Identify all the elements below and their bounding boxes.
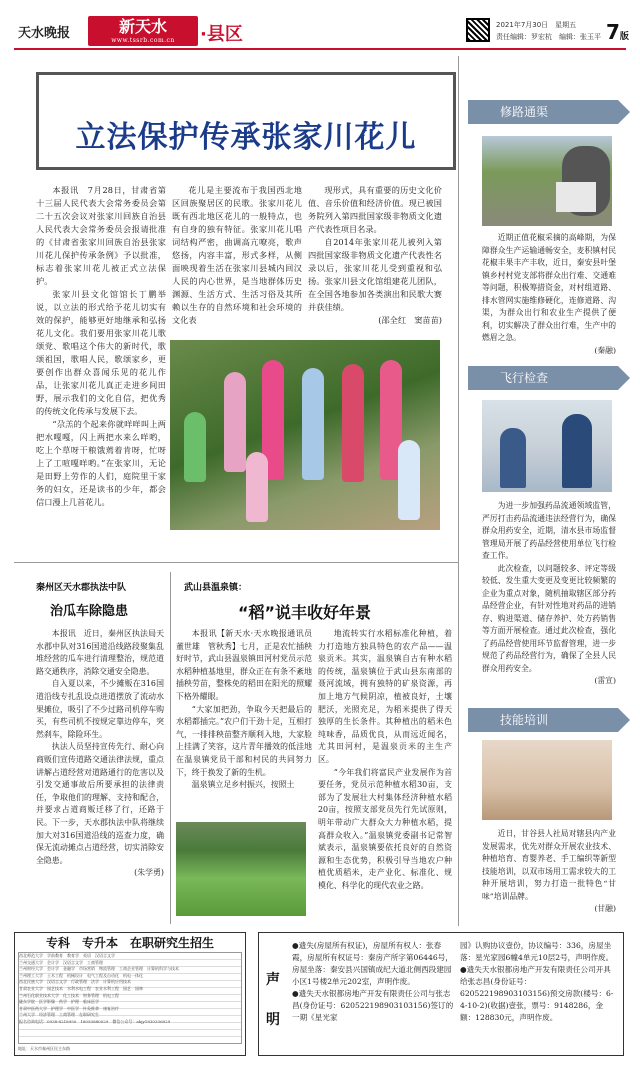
paragraph: 本报讯 近日，秦州区执法局天水郡中队对316国道沿线路段聚集乱堆经营的瓜车进行清理整治，规范道路交通秩序，消除交通安全隐患。 xyxy=(36,629,164,676)
figure xyxy=(398,440,420,520)
notice-item: ●遗失天水银都房地产开发有限责任公司开具给张志昌(身份证号：620522198903103156)预交房款(楼号：6-4-10-2)(收据)壹张，票号：9148286，金额：128830元，声明作废。 xyxy=(460,965,614,1022)
main-column-2 xyxy=(172,184,302,327)
paragraph: 自入夏以来，不少摊贩在316国道沿线专扎乱设点进道摆放了流动水果摊位，吸引了不少过路司机停车购买，有些司机不按规定靠边停车，突然刹车，除险环生。 xyxy=(36,679,164,739)
rice-field-photo xyxy=(176,822,306,916)
ad-row: 兰州石化职业技术大学 化工技术 财务管理 机电工程 xyxy=(19,992,119,998)
issue-date: 2021年7月30日 星期五 xyxy=(496,21,577,29)
sidebar-head-3: 技能培训 xyxy=(468,708,618,732)
story3-column-2 xyxy=(318,628,452,892)
byline: (秦融) xyxy=(594,345,616,355)
truck xyxy=(556,182,596,212)
paragraph: 现形式，具有重要的历史文化价值、音乐价值和经济价值。现已被国务院列入第四批国家级非物质文化遗产代表性项目名录。 xyxy=(308,185,442,234)
paragraph: “尕羔的个起来你就咩咩叫上两把水嘎嘎，闪上两把水来么咩哟，吃上个草呀干粮饿蔫着肯呀，忙呀上了工喧嘎咩哟。”在张家川，无论是田野上劳作的人们，庭院里干家务的妇女，还是读书的少年，都会信口漫上几首花儿。 xyxy=(36,419,166,507)
main-column-1 xyxy=(36,184,166,509)
figure xyxy=(184,412,206,482)
notice-item: 园》认购协议壹份，协议编号：336，房屋坐落：星光家园6幢4单元10层2号，声明作废。 xyxy=(460,941,614,962)
paragraph: 地流转实行水稻标准化种植，着力打造地方独具特色的农产品——温泉贡米。其实，温泉镇自古有种水稻的传统，温泉镇位于武山县东南部的聂河流域，拥有独特的矿泉资源，再加上地方气候阴凉，植被良好，土壤肥沃，光照充足，为稻米提供了得天独厚的生长条件。其种植出的稻米色纯味香，品质优良，从而远近闻名，尤其田河村，是温泉贡米的主生产区。 xyxy=(318,629,452,764)
ad-row: 西北民族大学 汉语言文学 行政管理 法学 计算机应用技术 xyxy=(19,979,131,985)
sidebar-text-2 xyxy=(482,500,616,688)
headline: 立法保护传承张家川花儿 xyxy=(75,120,417,155)
main-column-3 xyxy=(308,184,442,327)
sidebar-text-3 xyxy=(482,828,616,916)
paragraph: “今年我们将富民产业发展作为首要任务，党员示范种植水稻30亩，支部为了发展壮大村集体经济种植水稻20亩，按照支部党员先行先试原则，明年带动广大群众大力种植水稻，提高群众收入。”温泉镇党委副书记常智斌表示，温泉镇要依托良好的自然资源和生态优势，积极引导当地农户种植优质稻米，走产业化、标准化、规模化、科学化的现代农业之路。 xyxy=(318,767,452,890)
story2-title: 治瓜车除隐患 xyxy=(50,604,129,619)
singers-photo xyxy=(170,340,440,530)
paragraph: 本报讯【新天水·天水晚报通讯员董世雄 管秋秀】七月，正是农忙插秧好时节，武山县温泉镇田河村党员示范水稻种植基地里，群众正在有条不紊地插秧劳苗，整株免的稻田在阳光的照耀下格外耀眼。 xyxy=(176,629,312,701)
paragraph: 为进一步加强药品流通领域监管，严厉打击药品流通违法经营行为，确保群众用药安全，近期，清水县市场监督管理局开展了药品经营使用单位飞行检查工作。 xyxy=(482,501,616,560)
figure xyxy=(246,452,268,522)
byline: (邵全红 窦苗苗) xyxy=(378,315,442,325)
inspection-photo xyxy=(482,400,612,492)
notice-item: ●遗失天水银都房地产开发有限责任公司与张志昌(身份证号：620522198903103156)签订的一期《星光家 xyxy=(292,989,454,1022)
page-suffix: 版 xyxy=(619,32,629,42)
training-photo xyxy=(482,740,612,820)
paragraph: 此次检查，以问题较多、评定等级较低、发生重大变更及变更比较频繁的企业为重点对象，随机抽取辖区部分药品经营企业，有针对性地对药品的进销存、购进渠道、储存养护、处方药销售等方面开展检查。通过此次检查，强化了药品经营使用环节监督管理，进一步规范了药品经营行为，确保了全县人民群众用药安全。 xyxy=(482,563,616,673)
byline: (甘融) xyxy=(594,904,616,913)
logo xyxy=(88,16,198,46)
ad-title: 专科 专升本 在职研究生招生 xyxy=(45,936,214,950)
story-divider xyxy=(170,572,171,924)
ad-row: 报名咨询电话：0938-8218950 18093880029 微信公众号：ahjy1830336029 xyxy=(19,1018,171,1024)
story3-kicker: 武山县温泉镇： xyxy=(184,583,248,593)
header-divider xyxy=(14,48,626,50)
ad-table xyxy=(18,952,242,1044)
paragraph: 温泉镇立足乡村振兴，按照土 xyxy=(191,780,295,790)
ad-row: 兰州财经大学 会计学 金融学 市场营销 物流管理 工商企业管理 计算机科学与技术 xyxy=(19,966,179,972)
paper-name: 天水晚报 xyxy=(18,26,71,41)
section-divider xyxy=(14,562,458,563)
ad-row: 兰州交通大学 会计学 汉语言文学 工商管理 xyxy=(19,959,103,965)
ad-row: 西北师范大学 学前教育 教育学 英语 汉语言文学 xyxy=(19,953,115,958)
figure xyxy=(224,372,246,472)
ad-footer: 地址：天水市秦州区民主东路 xyxy=(18,1046,70,1051)
inspector xyxy=(500,428,526,488)
notice-item: ●遗失(房屋所有权证)，房屋所有权人：张春霞，房屋所有权证号：秦房产所字第06446号，房屋坐落：秦安县兴国镇成纪大道北侧西段建园小区1号楼2单元202室，声明作废。 xyxy=(292,941,453,986)
story3-column-1 xyxy=(176,628,312,792)
sidebar-head-1: 修路通渠 xyxy=(468,100,618,124)
paragraph: 张家川县文化馆馆长丁鹏举说，以立法的形式给予花儿切实有效的保护，能够更好地继承和弘扬花儿文化。我们要用张家川花儿歌颂党、歌唱这个伟大的新时代，歌颂祖国，歌唱人民，歌颂家乡，更要创作出群众喜闻乐见的花儿作品，让张家川花儿真正走进乡间田野，展示我们的文化自信，把优秀的传统文化传承与发展下去。 xyxy=(36,289,166,416)
story2-body xyxy=(36,628,164,880)
ad-row: 兰州大学 经济管理 工商管理 在职研究生 xyxy=(19,1012,99,1018)
qr-code-icon xyxy=(466,18,490,42)
paragraph: 近日，甘谷县人社局对辖县内产业发展需求，优先对群众开展农业技术、种植培育、育婴养老、手工编织等新型技能培训，以双市场用工需求较大的工种开展培训，努力打造一批特色“甘味”培训品牌。 xyxy=(482,829,616,901)
editor-credit: 责任编辑：罗宏杭 编辑：张玉平 xyxy=(496,33,601,41)
notice-right xyxy=(460,940,618,1024)
paragraph: 本报讯 7月28日，甘肃省第十三届人民代表大会常务委员会第二十五次会议对张家川回族自治县人民代表大会常务委员会报请批准的《甘肃省张家川回族自治县张家川花儿保护传承条例》予以批准，标志着张家川花儿被正式立法保护。 xyxy=(36,185,166,286)
ad-row: 甘肃中医药大学 护理学 中医学 针灸推拿 康复治疗 xyxy=(19,1005,119,1011)
sidebar-head-2: 飞行检查 xyxy=(468,366,618,390)
figure xyxy=(302,368,324,480)
ad-row: 兰州理工大学 土木工程 机械设计 电气工程及自动化 机电一体化 xyxy=(19,972,143,978)
paragraph: “大家加把劲，争取今天把最后的水稻都插完。”农户们干劲十足，互相打气，一排排秧苗整齐顺利入地，大家脸上挂满了笑容，这片青年播效的低洼地在温泉镇党员干部和村民的共同努力下，终于换发了新的生机。 xyxy=(176,704,312,777)
column-divider xyxy=(458,56,459,926)
paragraph: 执法人员坚持宣传先行、耐心向商贩们宣传道路交通法律法规，重点讲解占道经营对道路通行的危害以及引发交通事故后所要承担的法律责任，争取他们的理解、支持和配合，并要求占道商贩迁移了行，还路于民。下一步，天水郡执法中队将继续加大对316国道沿线的巡查力度，确保无流动摊点占道经营，切实消除安全隐患。 xyxy=(36,742,164,865)
page-number-value: 7 xyxy=(606,20,620,44)
byline: (雷宣) xyxy=(594,676,616,685)
paragraph: 花儿是主要流布于我国西北地区回族聚居区的民歌。张家川花儿既有西北地区花儿的一般特点，也有自身的独有特征。张家川花儿唱词结构严密，曲调高亢嘹亮，歌声悠扬，内容丰富，形式多样，从侧面映现着生活在张家川县城内回汉人民的内心世界，是当地群体历史渊源、生活方式、生活习俗及其所赖以生存的自然环境和社会环境的文化表 xyxy=(172,185,302,325)
sidebar-text-1 xyxy=(482,232,616,357)
byline: (朱学勇) xyxy=(134,868,164,878)
inspector xyxy=(562,414,592,488)
paragraph: 自2014年张家川花儿被列入第四批国家级非物质文化遗产代表性名录以后，张家川花儿受到重视和弘扬。张家川县文化馆组建花儿团队，在全国各地参加各类演出和民歌大赛并获佳绩。 xyxy=(308,237,442,312)
page-number xyxy=(606,20,629,44)
notice-title: 声明 xyxy=(266,972,280,1028)
section-name: ·县区 xyxy=(200,24,243,45)
notice-left xyxy=(292,940,454,1024)
logo-url: www.tssrb.com.cn xyxy=(111,37,175,44)
story3-title: “稻”说丰收好年景 xyxy=(238,603,372,622)
figure xyxy=(342,364,364,482)
logo-text: 新天水 xyxy=(118,17,167,36)
ad-row: 陇东学院 医学影像 药学 护理 临床医学 xyxy=(19,999,99,1005)
paragraph: 近期正值花椒采摘的高峰期，为保障群众生产运输通畅安全，麦积镇村民花椒丰果丰产丰收，近日，秦安县叶堡镇乡村村党支部将群众出行难、交通难等问题，积极筹措资金，对村组道路、排水管网实施维修硬化，连修道路、沟渠，为群众出行和农业生产提供了便利，切实解决了群众出行难，生产中的燃眉之急。 xyxy=(482,233,616,342)
story2-kicker: 秦州区天水郡执法中队 xyxy=(36,583,127,593)
ad-row: 甘肃农业大学 园艺技术 水利水电工程 农业水利工程 园艺 园林 xyxy=(19,985,143,991)
road-photo xyxy=(482,136,612,226)
